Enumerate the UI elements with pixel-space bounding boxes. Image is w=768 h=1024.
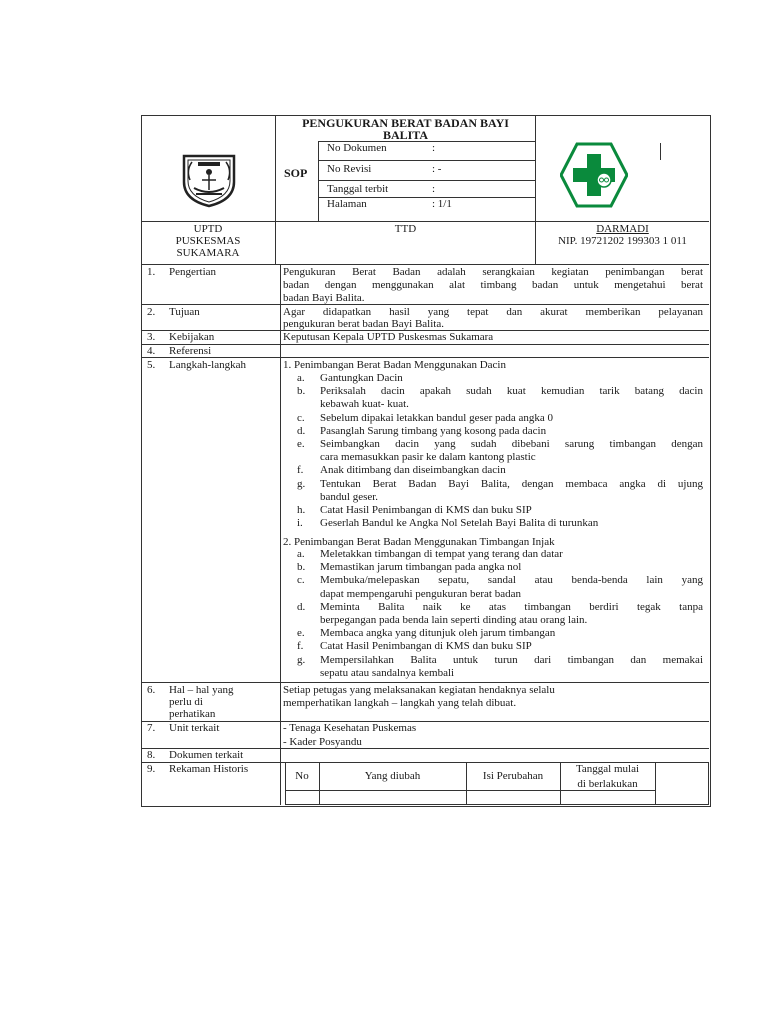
step-item	[297, 464, 703, 477]
step-item-text: Meletakkan timbangan di tempat yang terang dan datar	[320, 548, 563, 560]
step-item-text: Pasanglah Sarung timbang yang kosong pada dacin	[320, 424, 547, 437]
field-no-revisi-value: : -	[432, 163, 442, 175]
org-name-line1: UPTD	[193, 223, 223, 235]
section-label: Unit terkait	[169, 722, 220, 734]
divider	[466, 762, 467, 804]
step-item-marker: e.	[297, 627, 305, 640]
step-item	[297, 561, 703, 574]
step-item-text: Sebelum dipakai letakkan bandul geser pada angka 0	[320, 411, 554, 424]
field-halaman-value: : 1/1	[432, 198, 452, 210]
step-item	[297, 398, 703, 411]
step-item-marker: g.	[297, 477, 306, 490]
step-item-text: Mempersilahkan Balita untuk turun dari timbangan dan memakai	[320, 653, 703, 666]
table-header-di-berlakukan: di berlakukan	[577, 778, 638, 790]
step-item-text: Gantungkan Dacin	[320, 372, 403, 384]
sop-label: SOP	[284, 166, 308, 180]
document-title-line1: PENGUKURAN BERAT BADAN BAYI	[302, 116, 509, 130]
section-label: Pengertian	[169, 266, 217, 278]
step-item-text: dapat mempengaruhi pengukuran berat badan	[320, 587, 521, 600]
step-item	[297, 627, 703, 640]
section-number: 9.	[147, 763, 156, 775]
field-no-dokumen-label: No Dokumen	[327, 142, 387, 154]
section-label: Rekaman Historis	[169, 763, 249, 775]
step-item-marker: d.	[297, 424, 306, 437]
section-label: Tujuan	[169, 306, 200, 318]
section-number: 5.	[147, 359, 156, 371]
step-title: 1. Penimbangan Berat Badan Menggunakan Dacin	[283, 359, 506, 371]
step-item	[297, 425, 703, 438]
step-item	[297, 601, 703, 614]
field-tanggal-terbit-value: :	[432, 183, 436, 195]
regional-emblem-logo	[176, 150, 242, 208]
pengertian-line: badan Bayi Balita.	[283, 292, 365, 304]
step-item	[297, 451, 703, 464]
divider	[141, 221, 709, 222]
step-item-text: Seimbangkan dacin yang sudah dibebani sarung timbangan dengan	[320, 438, 703, 450]
table-header-no: No	[295, 770, 309, 782]
divider	[318, 141, 319, 221]
kebijakan-text: Keputusan Kepala UPTD Puskesmas Sukamara	[283, 331, 494, 343]
field-halaman-label: Halaman	[327, 198, 367, 210]
divider	[660, 143, 661, 160]
step-item-marker: a.	[297, 548, 305, 560]
step-item-marker: c.	[297, 574, 305, 587]
divider	[141, 682, 709, 683]
step-item-text: Tentukan Berat Badan Bayi Balita, dengan membaca angka di ujung	[320, 477, 703, 490]
step-item	[297, 654, 703, 667]
step-item-text: berpegangan pada benda lain seperti dinding atau orang lain.	[320, 614, 588, 626]
step-item	[297, 412, 703, 425]
section-number: 3.	[147, 331, 156, 343]
section-label: Referensi	[169, 345, 212, 357]
table-header-yang-diubah: Yang diubah	[364, 770, 421, 782]
section-number: 6.	[147, 684, 156, 696]
section-number: 1.	[147, 266, 156, 278]
step-item-marker: b.	[297, 561, 306, 574]
step-item	[297, 588, 703, 601]
step-item-marker: c.	[297, 411, 305, 424]
section-number: 2.	[147, 306, 156, 318]
divider	[319, 762, 320, 804]
step-item-text: Memastikan jarum timbangan pada angka nol	[320, 561, 522, 574]
section-label: Dokumen terkait	[169, 749, 244, 761]
step-item	[297, 574, 703, 587]
step-item-text: Geserlah Bandul ke Angka Nol Setelah Bayi Balita di turunkan	[320, 517, 599, 530]
step-item	[297, 640, 703, 653]
step-item	[297, 438, 703, 451]
step-item-marker: e.	[297, 438, 305, 450]
tujuan-line: pengukuran berat badan Bayi Balita.	[283, 318, 444, 330]
section-label: Langkah-langkah	[169, 359, 246, 371]
divider	[318, 180, 535, 181]
step-item	[297, 667, 703, 680]
step-item	[297, 548, 703, 561]
step-item-marker: g.	[297, 653, 306, 666]
ttd-label: TTD	[394, 223, 417, 235]
step-item-text: Meminta Balita naik ke atas timbangan berdiri tegak tanpa	[320, 600, 703, 613]
divider	[141, 357, 709, 358]
step-title: 2. Penimbangan Berat Badan Menggunakan Timbangan Injak	[283, 536, 555, 548]
unit-item: - Kader Posyandu	[283, 736, 362, 748]
pengertian-line: badan dengan menggunakan alat timbang badan untuk mengetahui berat	[283, 279, 703, 291]
step-item-text: Membuka/melepaskan sepatu, sandal atau benda-benda lain yang	[320, 574, 703, 587]
step-item-text: Membaca angka yang ditunjuk oleh jarum timbangan	[320, 627, 556, 640]
step-item-marker: b.	[297, 385, 306, 398]
section-number: 8.	[147, 749, 156, 761]
divider	[141, 344, 709, 345]
table-header-tanggal-mulai: Tanggal mulai	[575, 763, 640, 775]
step-item	[297, 504, 703, 517]
org-name-line2: PUSKESMAS	[175, 235, 241, 247]
signer-name: DARMADI	[596, 223, 649, 235]
step-item-text: sepatu atau sandalnya kembali	[320, 666, 455, 679]
divider	[141, 721, 709, 722]
step-item-marker: i.	[297, 517, 303, 530]
step-item-text: kebawah kuat- kuat.	[320, 398, 409, 411]
field-tanggal-terbit-label: Tanggal terbit	[327, 183, 389, 195]
step-item-text: Periksalah dacin apakah sudah kuat kemudian tarik batang dacin	[320, 385, 703, 398]
field-no-revisi-label: No Revisi	[327, 163, 372, 175]
divider	[655, 762, 656, 804]
step-item-marker: d.	[297, 600, 306, 613]
notes-line: Setiap petugas yang melaksanakan kegiatan hendaknya selalu	[283, 684, 555, 696]
table-header-isi-perubahan: Isi Perubahan	[482, 770, 544, 782]
step-item-marker: f.	[297, 464, 304, 477]
puskesmas-logo	[560, 142, 628, 208]
section-label: perlu di	[169, 696, 203, 708]
step-item	[297, 491, 703, 504]
pengertian-line: Pengukuran Berat Badan adalah serangkaian kegiatan penimbangan berat	[283, 266, 703, 278]
step-item-text: Catat Hasil Penimbangan di KMS dan buku SIP	[320, 504, 532, 516]
step-item-marker: h.	[297, 504, 306, 516]
step-item-text: bandul geser.	[320, 490, 379, 503]
section-number: 7.	[147, 722, 156, 734]
section-number: 4.	[147, 345, 156, 357]
step-item-marker: a.	[297, 372, 305, 384]
divider	[141, 304, 709, 305]
section-label: Kebijakan	[169, 331, 215, 343]
tujuan-line: Agar didapatkan hasil yang tepat dan akurat memberikan pelayanan	[283, 306, 703, 318]
org-name-line3: SUKAMARA	[176, 247, 240, 259]
signer-nip: NIP. 19721202 199303 1 011	[558, 235, 687, 247]
step-item	[297, 385, 703, 398]
step-item-marker: f.	[297, 640, 304, 653]
divider	[318, 160, 535, 161]
step-item	[297, 517, 703, 530]
notes-line: memperhatikan langkah – langkah yang telah dibuat.	[283, 697, 517, 709]
step-item-text: Anak ditimbang dan diseimbangkan dacin	[320, 464, 506, 477]
step-item-text: cara memasukkan pasir ke dalam kantong plastic	[320, 451, 536, 464]
step-item	[297, 478, 703, 491]
step-item	[297, 614, 703, 627]
divider	[280, 264, 281, 805]
field-no-dokumen-value: :	[432, 142, 436, 154]
step-item-text: Catat Hasil Penimbangan di KMS dan buku SIP	[320, 640, 532, 653]
divider	[141, 264, 709, 265]
step-item	[297, 372, 703, 385]
document-title-line2: BALITA	[382, 128, 429, 142]
section-label: Hal – hal yang	[169, 684, 234, 696]
unit-item: - Tenaga Kesehatan Puskemas	[283, 722, 417, 734]
section-label: perhatikan	[169, 708, 216, 720]
